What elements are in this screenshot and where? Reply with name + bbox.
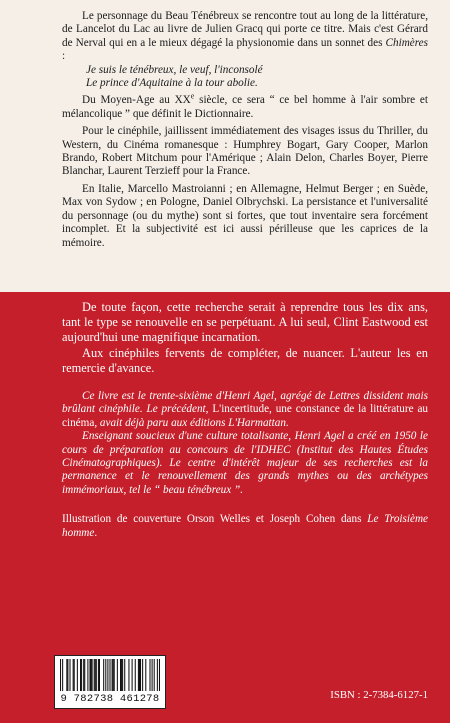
- barcode-bar: [124, 659, 125, 691]
- paragraph-3: Pour le cinéphile, jaillissent immédiatement des visages issus du Thriller, du Western, du Cinéma romanesque : Humphrey Bogart, Gary Cooper, Marlon Brando, Robert Mitchum pour l'Amérique ; Alain Delon, Charles Boyer, Pierre Blanchar, Laurent Terzieff pour la France.: [62, 125, 428, 178]
- barcode-bar: [152, 659, 153, 691]
- barcode-bar: [67, 659, 68, 691]
- author-bio-1-end: , avait déjà paru aux éditions L'Harmattan.: [94, 416, 289, 429]
- author-bio-2: Enseignant soucieux d'une culture totalisante, Henri Agel a créé en 1950 le cours de préparation au concours de l'IDHEC (Institut des Hautes Études Cinématographiques). Le centre d'intérêt majeur de ses recherches est la permanence et le renouvellement des grands mythes ou des archétypes immémoriaux, tel le “ beau ténébreux ”.: [62, 430, 428, 496]
- author-bio-1: [62, 390, 428, 430]
- barcode-bar: [122, 659, 123, 691]
- century-numeral: XX: [174, 94, 191, 107]
- barcode-bar: [94, 659, 95, 691]
- cover-credits-end: .: [94, 526, 98, 539]
- barcode-bar: [74, 659, 75, 691]
- barcode: [54, 655, 166, 709]
- author-bio-1-start: Ce livre est le trente-sixième d'Henri Agel, agrégé de Lettres dissident mais brûlant cinéphile. Le précédent,: [62, 390, 428, 416]
- barcode-bar: [140, 659, 141, 691]
- barcode-bar: [135, 659, 136, 691]
- barcode-bar: [62, 659, 63, 691]
- paragraph-6: Aux cinéphiles fervents de compléter, de nuancer. L'auteur les en remercie d'avance.: [62, 345, 428, 375]
- barcode-bar: [138, 659, 139, 691]
- barcode-bar: [117, 659, 118, 691]
- barcode-bar: [66, 659, 67, 691]
- barcode-bar: [142, 659, 143, 691]
- century-superscript: e: [190, 91, 195, 101]
- paragraph-1-end: :: [62, 50, 66, 63]
- barcode-bar: [89, 659, 90, 691]
- paragraph-1-text: Le personnage du Beau Ténébreux se rencontre tout au long de la littérature, de Lancelot du Lac au livre de Julien Gracq qui porte ce titre. Mais c'est Gérard de Nerval qui en a le mieux dégagé la physionomie dans un sonnet des: [62, 10, 428, 49]
- barcode-bar: [120, 659, 121, 691]
- barcode-bar: [95, 659, 96, 691]
- barcode-bar: [114, 659, 115, 691]
- barcode-bar: [113, 659, 114, 691]
- barcode-bar: [73, 659, 74, 691]
- barcode-bar: [99, 659, 100, 691]
- barcode-digits: 9 782738 461278: [60, 693, 160, 705]
- previous-book-title: L'incertitude, une constance de la littérature au cinéma: [62, 403, 429, 429]
- barcode-bar: [92, 659, 93, 691]
- chimeres-title: Chimères: [385, 36, 428, 49]
- barcode-bar: [145, 659, 146, 691]
- barcode-bar: [91, 659, 92, 691]
- paragraph-2: [62, 91, 428, 121]
- barcode-bar: [139, 659, 140, 691]
- barcode-bar: [157, 659, 158, 691]
- quote-line-2: Le prince d'Aquitaine à la tour abolie.: [86, 77, 258, 90]
- barcode-bar: [105, 659, 106, 691]
- barcode-bar: [107, 659, 108, 691]
- film-title: Le Troisième homme: [62, 513, 428, 539]
- barcode-bar: [159, 659, 160, 691]
- barcode-bar: [109, 659, 110, 691]
- barcode-bar: [80, 659, 81, 691]
- barcode-bar: [83, 659, 84, 691]
- barcode-bar: [96, 659, 97, 691]
- barcode-bar: [69, 659, 70, 691]
- cover-credits-text: Illustration de couverture Orson Welles et Joseph Cohen dans: [62, 513, 368, 526]
- paragraph-2-start: Du Moyen-Age au: [82, 94, 175, 107]
- quote-line-1: Je suis le ténébreux, le veuf, l'inconsolé: [86, 63, 263, 76]
- barcode-bar: [60, 659, 61, 691]
- barcode-bars: [60, 659, 160, 691]
- paragraph-5: De toute façon, cette recherche serait à reprendre tous les dix ans, tant le type se renouvelle en se perpétuant. A lui seul, Clint Eastwood est aujourd'hui une magnifique incarnation.: [62, 300, 428, 345]
- cover-credits: [62, 513, 428, 540]
- paragraph-1: [62, 10, 428, 64]
- barcode-bar: [77, 659, 78, 691]
- synopsis-panel: [0, 0, 450, 292]
- barcode-bar: [121, 659, 122, 691]
- barcode-bar: [154, 659, 155, 691]
- barcode-bar: [81, 659, 82, 691]
- barcode-bar: [149, 659, 150, 691]
- barcode-bar: [84, 659, 85, 691]
- paragraph-4: En Italie, Marcello Mastroianni ; en Allemagne, Helmut Berger ; en Suède, Max von Sydow ; en Pologne, Daniel Olbrychski. La persistance et l'universalité du personnage (ou du mythe) sont si fortes, que tout inventaire sera forcément incomplet. Et la subjectivité est ici aussi périlleuse que les caprices de la mémoire.: [62, 182, 428, 249]
- isbn-number: ISBN : 2-7384-6127-1: [330, 689, 428, 701]
- barcode-bar: [128, 659, 129, 691]
- barcode-bar: [87, 659, 88, 691]
- barcode-bar: [132, 659, 133, 691]
- barcode-bar: [103, 659, 104, 691]
- paragraph-2-end: siècle, ce sera “ ce bel homme à l'air sombre et mélancolique ” que définit le Dictionnaire.: [62, 94, 428, 120]
- barcode-bar: [112, 659, 113, 691]
- barcode-bar: [98, 659, 99, 691]
